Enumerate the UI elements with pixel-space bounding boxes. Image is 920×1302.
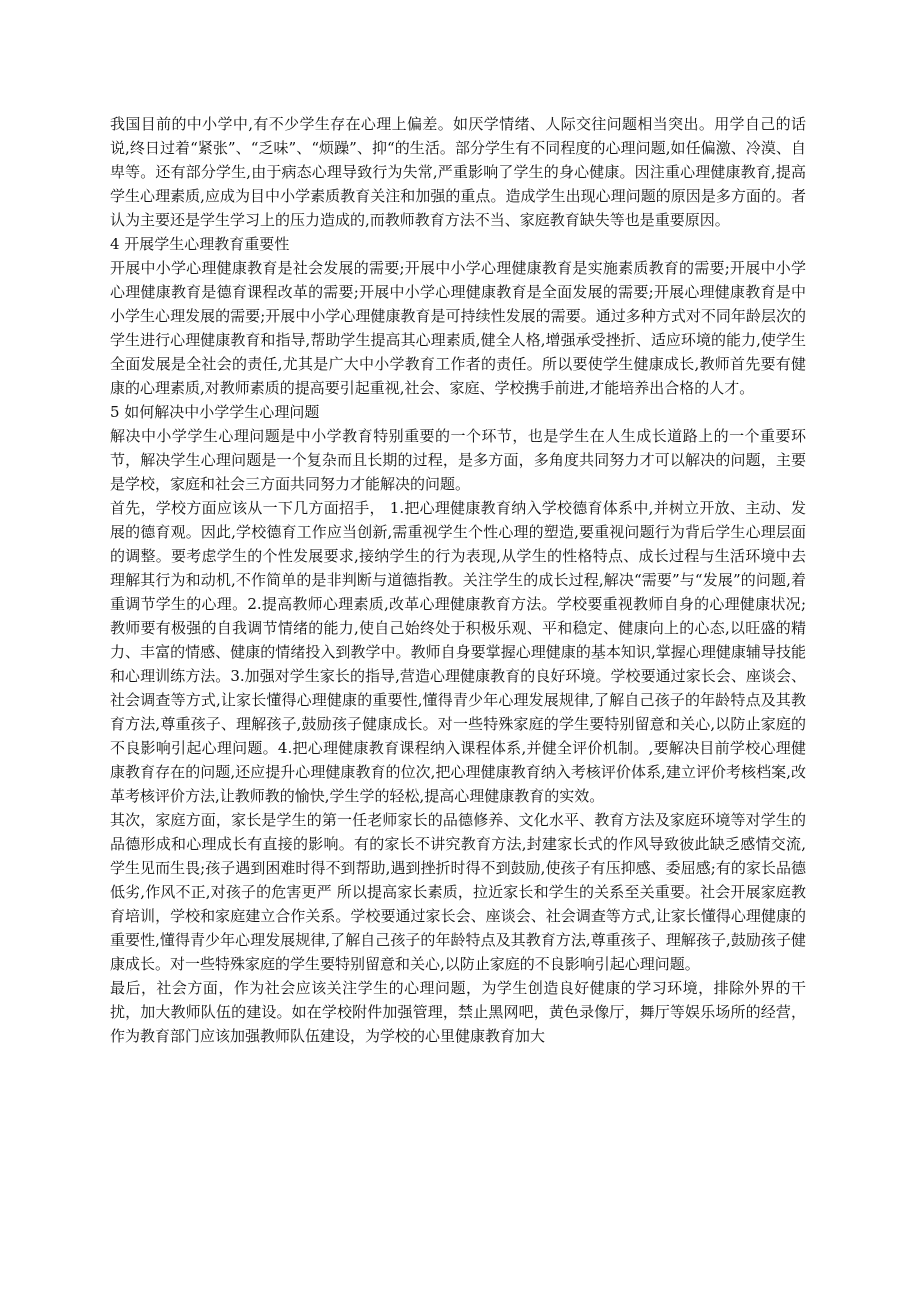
- paragraph-school: 首先，学校方面应该从一下几方面招手， 1.把心理健康教育纳入学校德育体系中,并树立开放、主动、发展的德育观。因此,学校德育工作应当创新,需重视学生个性心理的塑造,要重视问题行为背后学生心理层面的调整。要考虑学生的个性发展要求,接纳学生的行为表现,从学生的性格特点、成长过程与生活环境中去理解其行为和动机,不作简单的是非判断与道德指教。关注学生的成长过程,解决“需要”与“发展”的问题,着重调节学生的心理。2.提高教师心理素质,改革心理健康教育方法。学校要重视教师自身的心理健康状况;教师要有极强的自我调节情绪的能力,使自己始终处于积极乐观、平和稳定、健康向上的心态,以旺盛的精力、丰富的情感、健康的情绪投入到教学中。教师自身要掌握心理健康的基本知识,掌握心理健康辅导技能和心理训练方法。3.加强对学生家长的指导,营造心理健康教育的良好环境。学校要通过家长会、座谈会、社会调查等方式,让家长懂得心理健康的重要性,懂得青少年心理发展规律,了解自己孩子的年龄特点及其教育方法,尊重孩子、理解孩子,鼓励孩子健康成长。对一些特殊家庭的学生要特别留意和关心,以防止家庭的不良影响引起心理问题。4.把心理健康教育课程纳入课程体系,并健全评价机制。,要解决目前学校心理健康教育存在的问题,还应提升心理健康教育的位次,把心理健康教育纳入考核评价体系,建立评价考核档案,改革考核评价方法,让教师教的愉快,学生学的轻松,提高心理健康教育的实效。: [110, 499, 806, 805]
- paragraph-family: 其次，家庭方面，家长是学生的第一任老师家长的品德修养、文化水平、教育方法及家庭环境等对学生的品德形成和心理成长有直接的影响。有的家长不讲究教育方法,封建家长式的作风导致彼此缺乏感情交流,学生见而生畏;孩子遇到困难时得不到帮助,遇到挫折时得不到鼓励,使孩子有压抑感、委屈感;有的家长品德低劣,作风不正,对孩子的危害更严 所以提高家长素质，拉近家长和学生的关系至关重要。社会开展家庭教育培训，学校和家庭建立合作关系。学校要通过家长会、座谈会、社会调查等方式,让家长懂得心理健康的重要性,懂得青少年心理发展规律,了解自己孩子的年龄特点及其教育方法,尊重孩子、理解孩子,鼓励孩子健康成长。对一些特殊家庭的学生要特别留意和关心,以防止家庭的不良影响引起心理问题。: [110, 811, 806, 973]
- section-heading-4: 4 开展学生心理教育重要性: [110, 235, 290, 253]
- paragraph-solution-overview: 解决中小学学生心理问题是中小学教育特别重要的一个环节，也是学生在人生成长道路上的一个重要环节，解决学生心理问题是一个复杂而且长期的过程，是多方面，多角度共同努力才可以解决的问题，主要是学校，家庭和社会三方面共同努力才能解决的问题。: [110, 427, 806, 493]
- paragraph-importance: 开展中小学心理健康教育是社会发展的需要;开展中小学心理健康教育是实施素质教育的需要;开展中小学心理健康教育是德育课程改革的需要;开展中小学心理健康教育是全面发展的需要;开展心理健康教育是中小学生心理发展的需要;开展中小学心理健康教育是可持续性发展的需要。通过多种方式对不同年龄层次的学生进行心理健康教育和指导,帮助学生提高其心理素质,健全人格,增强承受挫折、适应环境的能力,使学生全面发展是全社会的责任,尤其是广大中小学教育工作者的责任。所以要使学生健康成长,教师首先要有健康的心理素质,对教师素质的提高要引起重视,社会、家庭、学校携手前进,才能培养出合格的人才。: [110, 259, 806, 397]
- document-body: [110, 112, 806, 1048]
- section-heading-5: 5 如何解决中小学学生心理问题: [110, 403, 320, 421]
- paragraph-intro: 我国目前的中小学中,有不少学生存在心理上偏差。如厌学情绪、人际交往问题相当突出。用学自己的话说,终日过着“紧张”、“乏味”、“烦躁”、抑“的生活。部分学生有不同程度的心理问题,如任偏激、冷漠、自卑等。还有部分学生,由于病态心理导致行为失常,严重影响了学生的身心健康。因注重心理健康教育,提高学生心理素质,应成为目中小学素质教育关注和加强的重点。造成学生出现心理问题的原因是多方面的。者认为主要还是学生学习上的压力造成的,而教师教育方法不当、家庭教育缺失等也是重要原因。: [110, 115, 806, 229]
- paragraph-society: 最后，社会方面，作为社会应该关注学生的心理问题，为学生创造良好健康的学习环境，排除外界的干扰，加大教师队伍的建设。如在学校附件加强管理，禁止黑网吧，黄色录像厅，舞厅等娱乐场所的经营，作为教育部门应该加强教师队伍建设，为学校的心里健康教育加大: [110, 979, 806, 1045]
